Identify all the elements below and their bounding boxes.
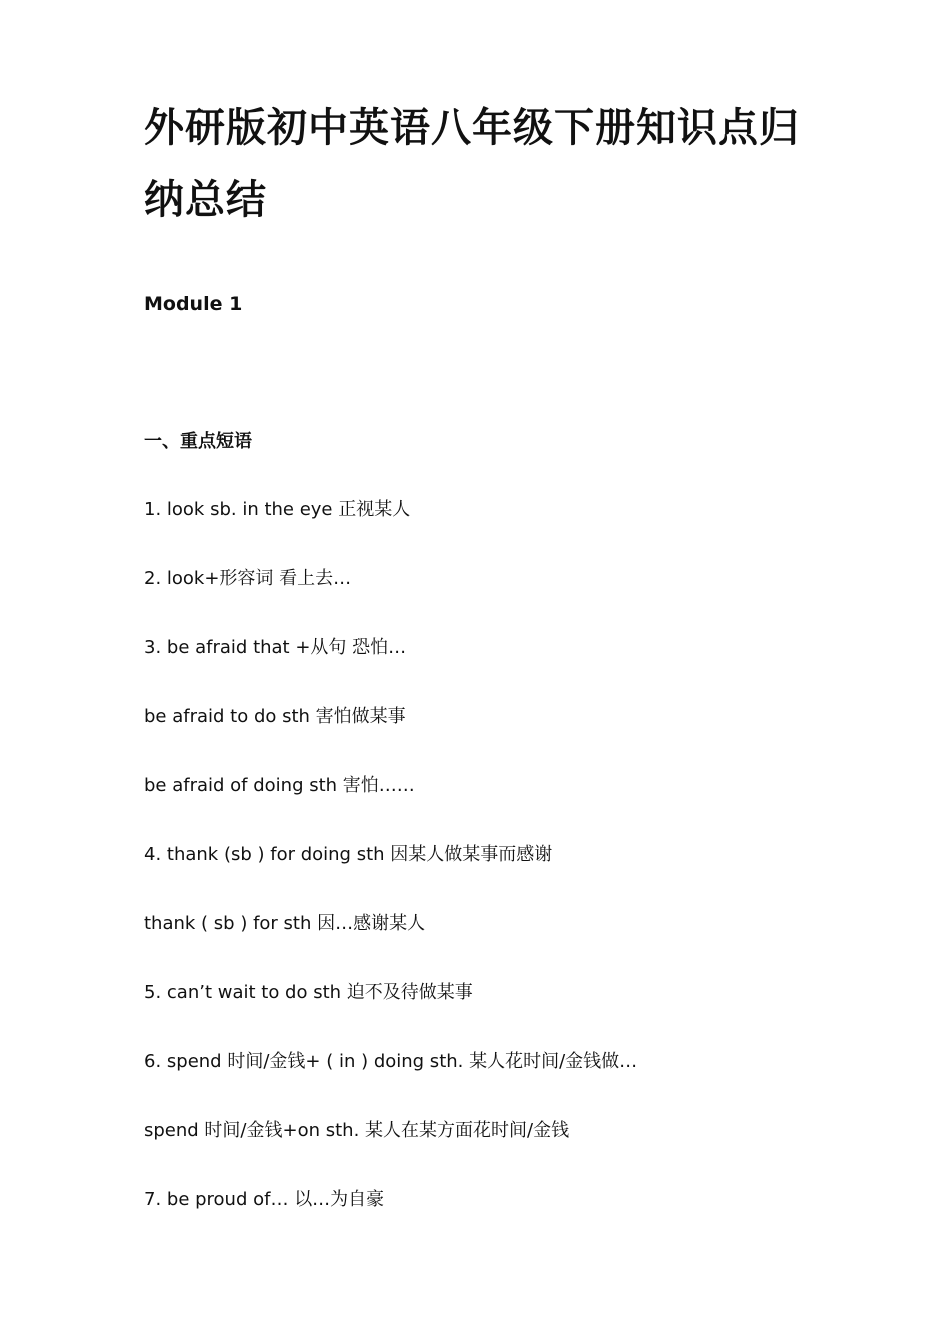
document-title: 外研版初中英语八年级下册知识点归纳总结 [144, 105, 800, 223]
phrase-line: spend 时间/金钱+on sth. 某人在某方面花时间/金钱 [144, 1120, 570, 1141]
phrase-line: be afraid of doing sth 害怕…… [144, 775, 415, 796]
phrase-line: 6. spend 时间/金钱+ ( in ) doing sth. 某人花时间/金钱做… [144, 1051, 638, 1072]
phrase-line: thank ( sb ) for sth 因…感谢某人 [144, 913, 426, 934]
phrase-line: 2. look+形容词 看上去… [144, 568, 352, 589]
section-heading: 一、重点短语 [144, 431, 252, 452]
phrase-line: 3. be afraid that +从句 恐怕… [144, 637, 407, 658]
phrase-line: 1. look sb. in the eye 正视某人 [144, 499, 411, 520]
module-heading: Module 1 [144, 293, 243, 315]
phrase-line: 4. thank (sb ) for doing sth 因某人做某事而感谢 [144, 844, 553, 865]
phrase-line: be afraid to do sth 害怕做某事 [144, 706, 406, 727]
phrase-line: 5. can’t wait to do sth 迫不及待做某事 [144, 982, 473, 1003]
phrase-line: 7. be proud of… 以…为自豪 [144, 1189, 385, 1210]
